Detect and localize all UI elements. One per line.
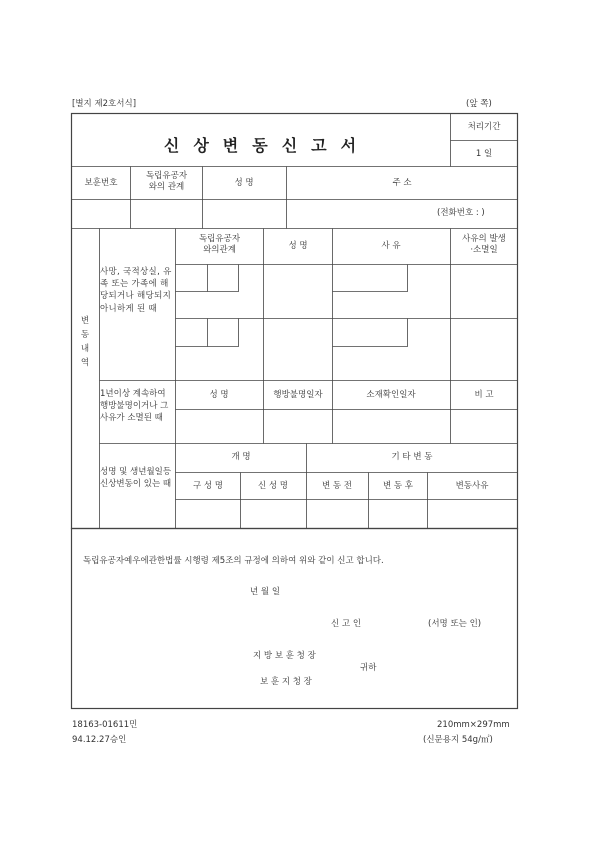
form-code: 18163-01611민 <box>72 720 138 730</box>
paper-size: 210mm×297mm <box>437 720 510 730</box>
declaration-date: 년 월 일 <box>250 587 281 597</box>
processing-period-label: 처리기간 <box>467 122 501 132</box>
block-a-header-reason: 사 유 <box>381 241 401 251</box>
processing-period-value: 1 일 <box>475 149 493 159</box>
block-b-description: 1년이상 계속하여 행방불명이거나 그 사유가 소멸된 때 <box>100 389 169 424</box>
regional-office-label: 지 방 보 훈 청 장 <box>253 651 316 661</box>
branch-office-label: 보 훈 지 청 장 <box>260 677 312 687</box>
block-a-header-name: 성 명 <box>288 241 308 251</box>
block-b-header-missing-date: 행방불명일자 <box>273 390 323 400</box>
block-b-header-found-date: 소재확인일자 <box>366 390 416 400</box>
block-c-group-rename: 개 명 <box>231 452 251 462</box>
veteran-number-label: 보훈번호 <box>84 178 118 188</box>
block-b-header-remarks: 비 고 <box>474 390 494 400</box>
block-c-group-other: 기 타 변 동 <box>391 452 433 462</box>
block-a-header-relation: 독립유공자 와의관계 <box>198 234 241 255</box>
signature-label: (서명 또는 인) <box>428 619 482 629</box>
phone-number-label: (전화번호 : ) <box>437 208 485 218</box>
block-c-header-before: 변 동 전 <box>321 481 353 491</box>
block-c-header-new-name: 신 성 명 <box>257 481 289 491</box>
block-c-description: 성명 및 생년월일등 신상변동이 있는 때 <box>100 467 172 490</box>
approval-date: 94.12.27승인 <box>72 735 127 745</box>
honorific-label: 귀하 <box>360 663 377 673</box>
block-c-header-old-name: 구 성 명 <box>192 481 224 491</box>
block-c-header-reason: 변동사유 <box>455 481 489 491</box>
page-side-label: (앞 쪽) <box>466 99 492 109</box>
declarant-label: 신 고 인 <box>331 619 362 629</box>
paper-type: (신문용지 54g/㎡) <box>423 735 493 745</box>
change-details-label: 변 동 내 역 <box>80 316 90 368</box>
reporter-name-label: 성 명 <box>234 178 254 188</box>
declaration-statement: 독립유공자예우에관한법률 시행령 제5조의 규정에 의하여 위와 같이 신고 합니다. <box>83 556 384 566</box>
document-title: 신상변동신고서 <box>163 136 371 155</box>
relation-label: 독립유공자 와의 관계 <box>145 171 188 192</box>
address-label: 주 소 <box>392 178 412 188</box>
block-b-header-name: 성 명 <box>209 390 229 400</box>
block-c-header-after: 변 동 후 <box>382 481 414 491</box>
block-a-header-date: 사유의 발생 ·소멸일 <box>462 234 506 255</box>
block-a-description: 사망, 국적상실, 유족 또는 가족에 해당되거나 해당되지 아니하게 된 때 <box>100 267 172 314</box>
form-number: [별지 제2호서식] <box>72 99 137 109</box>
